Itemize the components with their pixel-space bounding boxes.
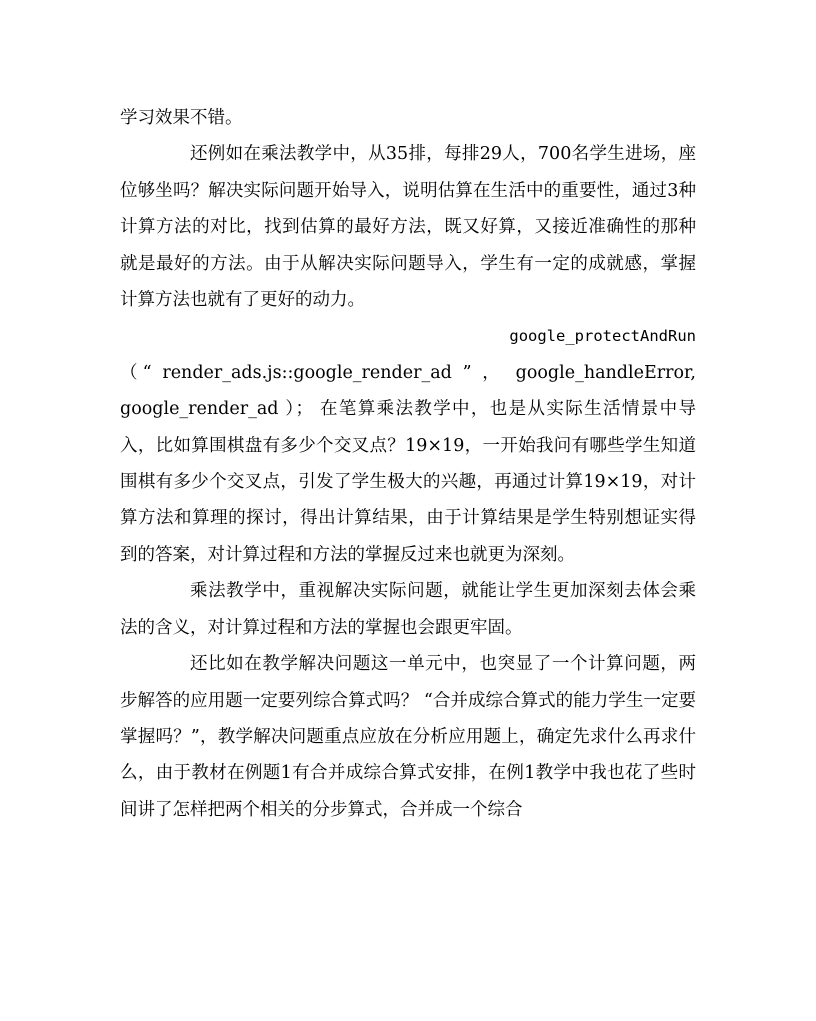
paragraph-2: 还例如在乘法教学中，从35排，每排29人，700名学生进场，座位够坐吗？解决实际问题开始导入，说明估算在生活中的重要性，通过3种计算方法的对比，找到估算的最好方法，既又好算，又接近准确性的那种就是最好的方法。由于从解决实际问题导入，学生有一定的成就感，掌握计算方法也就有了更好的动力。 [120,144,696,311]
paragraph-4: （“ render_ads.js::google_render_ad ” ， google_handleError, google_render_ad ）； 在笔算乘法教学中，也是从实际生活情景中导入，比如算围棋盘有多少个交叉点？19×19，一开始我问有哪些学生知道围棋有多少个交叉点，引发了学生极大的兴趣，再通过计算19×19，对计算方法和算理的探讨，得出计算结果，由于计算结果是学生特别想证实得到的答案，对计算过程和方法的掌握反过来也就更为深刻。 [120,362,696,565]
paragraph-6: 还比如在教学解决问题这一单元中，也突显了一个计算问题，两步解答的应用题一定要列综合算式吗？ “合并成综合算式的能力学生一定要掌握吗？”，教学解决问题重点应放在分析应用题上，确定先求什么再求什么，由于教材在例题1有合并成综合算式安排，在例1教学中我也花了些时间讲了怎样把两个相关的分步算式，合并成一个综合 [120,654,696,820]
paragraph-5: 乘法教学中，重视解决实际问题，就能让学生更加深刻去体会乘法的含义，对计算过程和方法的掌握也会跟更牢固。 [120,581,696,638]
paragraph-1: 学习效果不错。 [120,108,243,128]
paragraph-3-code: google_protectAndRun [509,327,696,346]
document-body [120,100,696,828]
